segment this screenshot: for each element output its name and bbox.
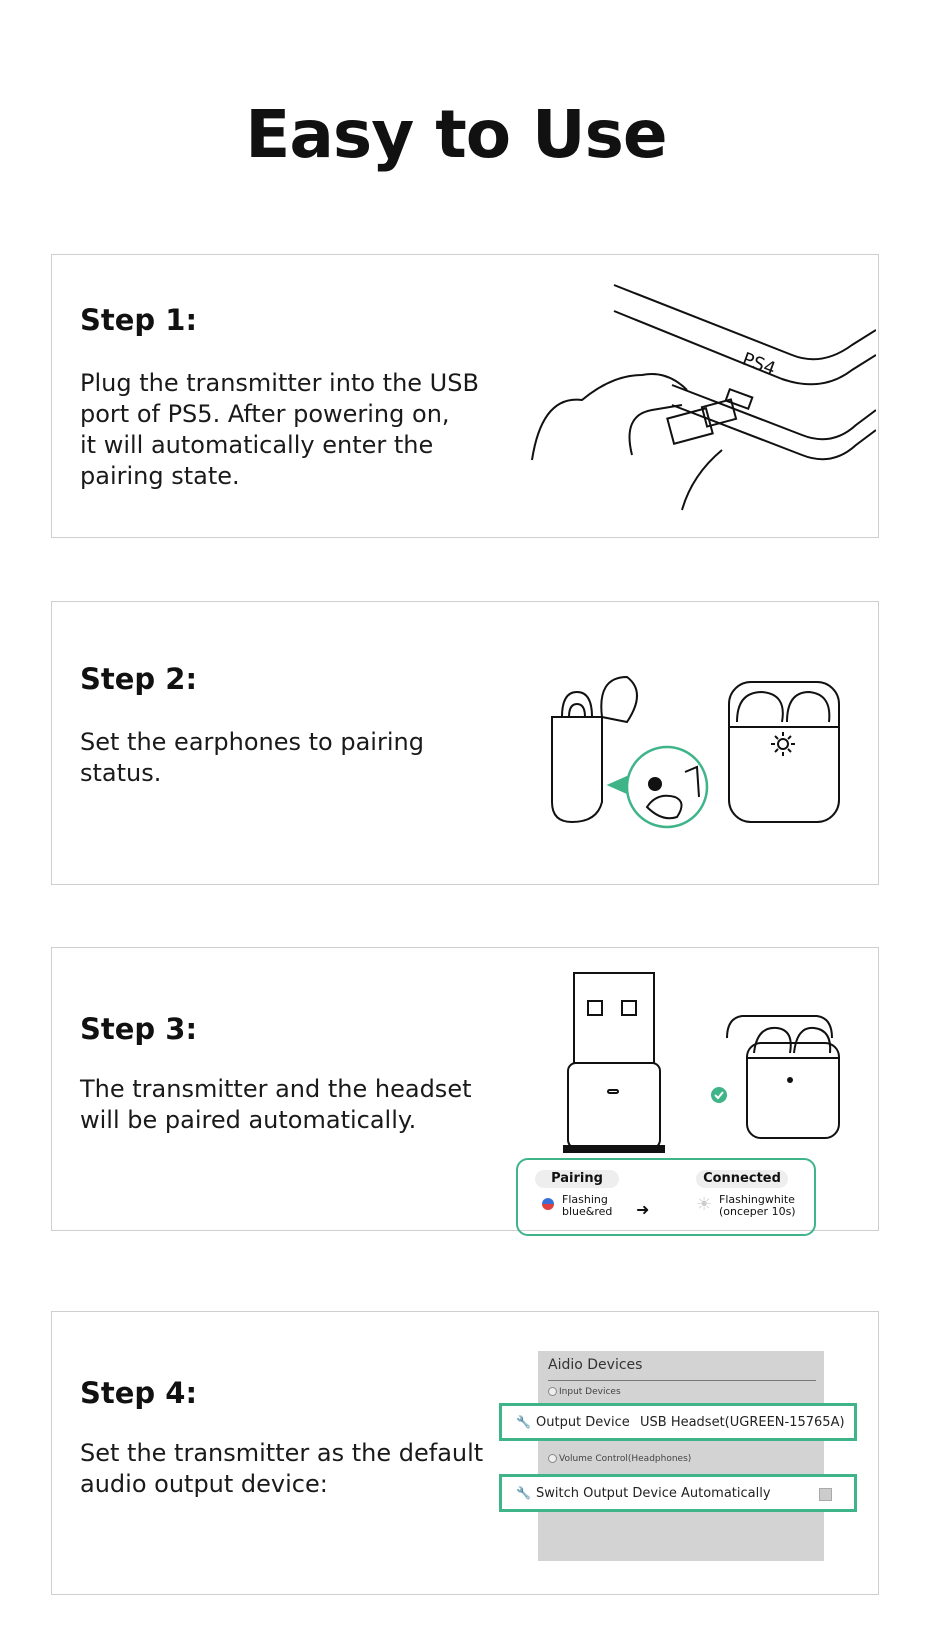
step-2-line: Set the earphones to pairing	[80, 728, 424, 756]
pairing-desc-line: blue&red	[562, 1205, 613, 1218]
radio-icon	[548, 1454, 557, 1463]
pairing-desc-line: Flashing	[562, 1193, 608, 1206]
step-2-text	[80, 727, 424, 789]
connected-label: Connected	[696, 1170, 788, 1188]
switch-output-label: Switch Output Device Automatically	[536, 1486, 771, 1501]
switch-output-checkbox[interactable]	[819, 1488, 832, 1501]
input-devices-item[interactable]	[548, 1387, 621, 1397]
wrench-icon: 🔧	[516, 1415, 531, 1429]
status-panel	[516, 1158, 816, 1236]
transmitter-headset-illustration	[532, 968, 872, 1168]
step-1-text	[80, 368, 479, 492]
pairing-label: Pairing	[535, 1170, 619, 1188]
step-4-title: Step 4:	[80, 1376, 198, 1410]
white-led-icon: ☀	[696, 1194, 713, 1215]
step-3-line: The transmitter and the headset	[80, 1075, 472, 1103]
step-1-line: port of PS5. After powering on,	[80, 400, 450, 428]
wrench-icon: 🔧	[516, 1486, 531, 1500]
step-1-title: Step 1:	[80, 303, 198, 337]
volume-control-label: Volume Control(Headphones)	[559, 1454, 692, 1464]
panel-title: Aidio Devices	[548, 1357, 643, 1373]
step-2-card	[51, 601, 879, 885]
output-device-label: Output Device	[536, 1415, 630, 1430]
input-devices-label: Input Devices	[559, 1387, 621, 1397]
earphones-pairing-illustration	[547, 672, 867, 832]
audio-devices-panel	[538, 1351, 824, 1561]
step-2-title: Step 2:	[80, 662, 198, 696]
connected-desc-line: (onceper 10s)	[719, 1205, 796, 1218]
step-4-line: Set the transmitter as the default	[80, 1439, 484, 1467]
output-device-row[interactable]	[499, 1403, 857, 1441]
step-1-line: pairing state.	[80, 462, 240, 490]
step-3-title: Step 3:	[80, 1012, 198, 1046]
page-title: Easy to Use	[245, 96, 667, 173]
step-1-line: it will automatically enter the	[80, 431, 434, 459]
step-4-line: audio output device:	[80, 1470, 328, 1498]
step-2-line: status.	[80, 759, 162, 787]
step-4-card	[51, 1311, 879, 1595]
console-usb-illustration	[522, 275, 876, 515]
step-3-text	[80, 1074, 472, 1136]
step-1-line: Plug the transmitter into the USB	[80, 369, 479, 397]
arrow-right-icon: ➜	[636, 1200, 650, 1219]
console-label: PS4	[739, 348, 779, 381]
step-3-line: will be paired automatically.	[80, 1106, 417, 1134]
divider	[548, 1380, 816, 1381]
step-1-card	[51, 254, 879, 538]
radio-icon	[548, 1387, 557, 1396]
step-3-card	[51, 947, 879, 1231]
switch-output-row[interactable]	[499, 1474, 857, 1512]
blue-red-led-icon	[542, 1198, 554, 1210]
step-4-text	[80, 1438, 483, 1500]
volume-control-item[interactable]	[548, 1454, 691, 1464]
connected-desc	[719, 1194, 796, 1218]
pairing-desc	[562, 1194, 612, 1218]
output-device-value: USB Headset(UGREEN-15765A)	[640, 1415, 845, 1430]
connected-desc-line: Flashingwhite	[719, 1193, 795, 1206]
